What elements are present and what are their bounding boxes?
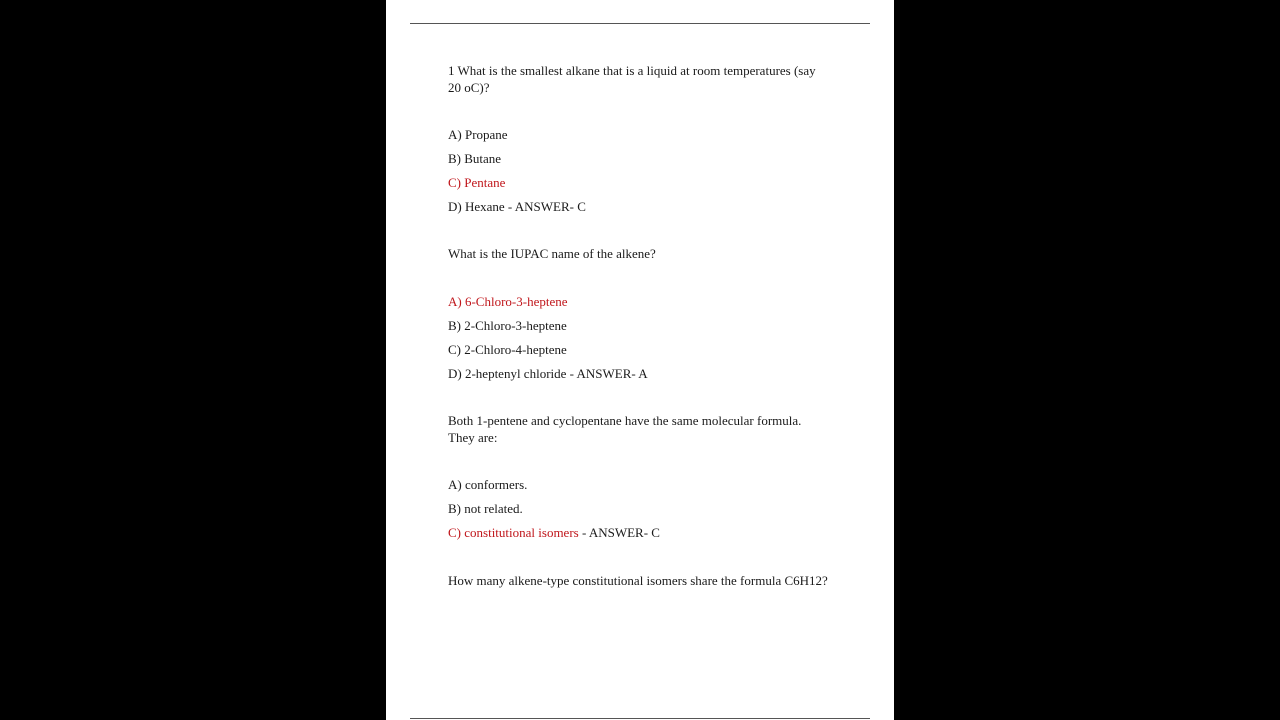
question-1-prompt-line-2: 20 oC)? [448,80,490,95]
question-1-option-c-highlighted: C) Pentane [448,175,506,190]
question-3-option-b: B) not related. [448,501,523,516]
answer-text: - ANSWER- C [504,199,586,214]
question-2-option-b: B) 2-Chloro-3-heptene [448,318,567,333]
answer-text: - ANSWER- A [566,366,648,381]
question-3-prompt-line-2: They are: [448,430,498,445]
option-text: D) 2-heptenyl chloride [448,366,567,381]
question-1-option-a: A) Propane [448,127,508,142]
question-2-option-a-highlighted: A) 6-Chloro-3-heptene [448,294,568,309]
question-1-option-b: B) Butane [448,151,502,166]
question-1-prompt-line-1: 1 What is the smallest alkane that is a liquid at room temperatures (say [448,63,816,78]
question-2-prompt-line-1: What is the IUPAC name of the alkene? [448,246,656,261]
option-text-highlighted: C) constitutional isomers [448,525,579,540]
header-rule [410,23,870,24]
question-1-option-d [448,198,586,215]
document-page [386,0,894,720]
question-2-option-d [448,365,648,382]
question-4-prompt-line-1: How many alkene-type constitutional isomers share the formula C6H12? [448,573,828,588]
answer-text: - ANSWER- C [578,525,660,540]
option-text: D) Hexane [448,199,505,214]
question-3-prompt-line-1: Both 1-pentene and cyclopentane have the same molecular formula. [448,413,802,428]
footer-rule [410,718,870,719]
question-2-option-c: C) 2-Chloro-4-heptene [448,342,567,357]
question-3-option-c [448,524,660,541]
question-3-option-a: A) conformers. [448,477,528,492]
